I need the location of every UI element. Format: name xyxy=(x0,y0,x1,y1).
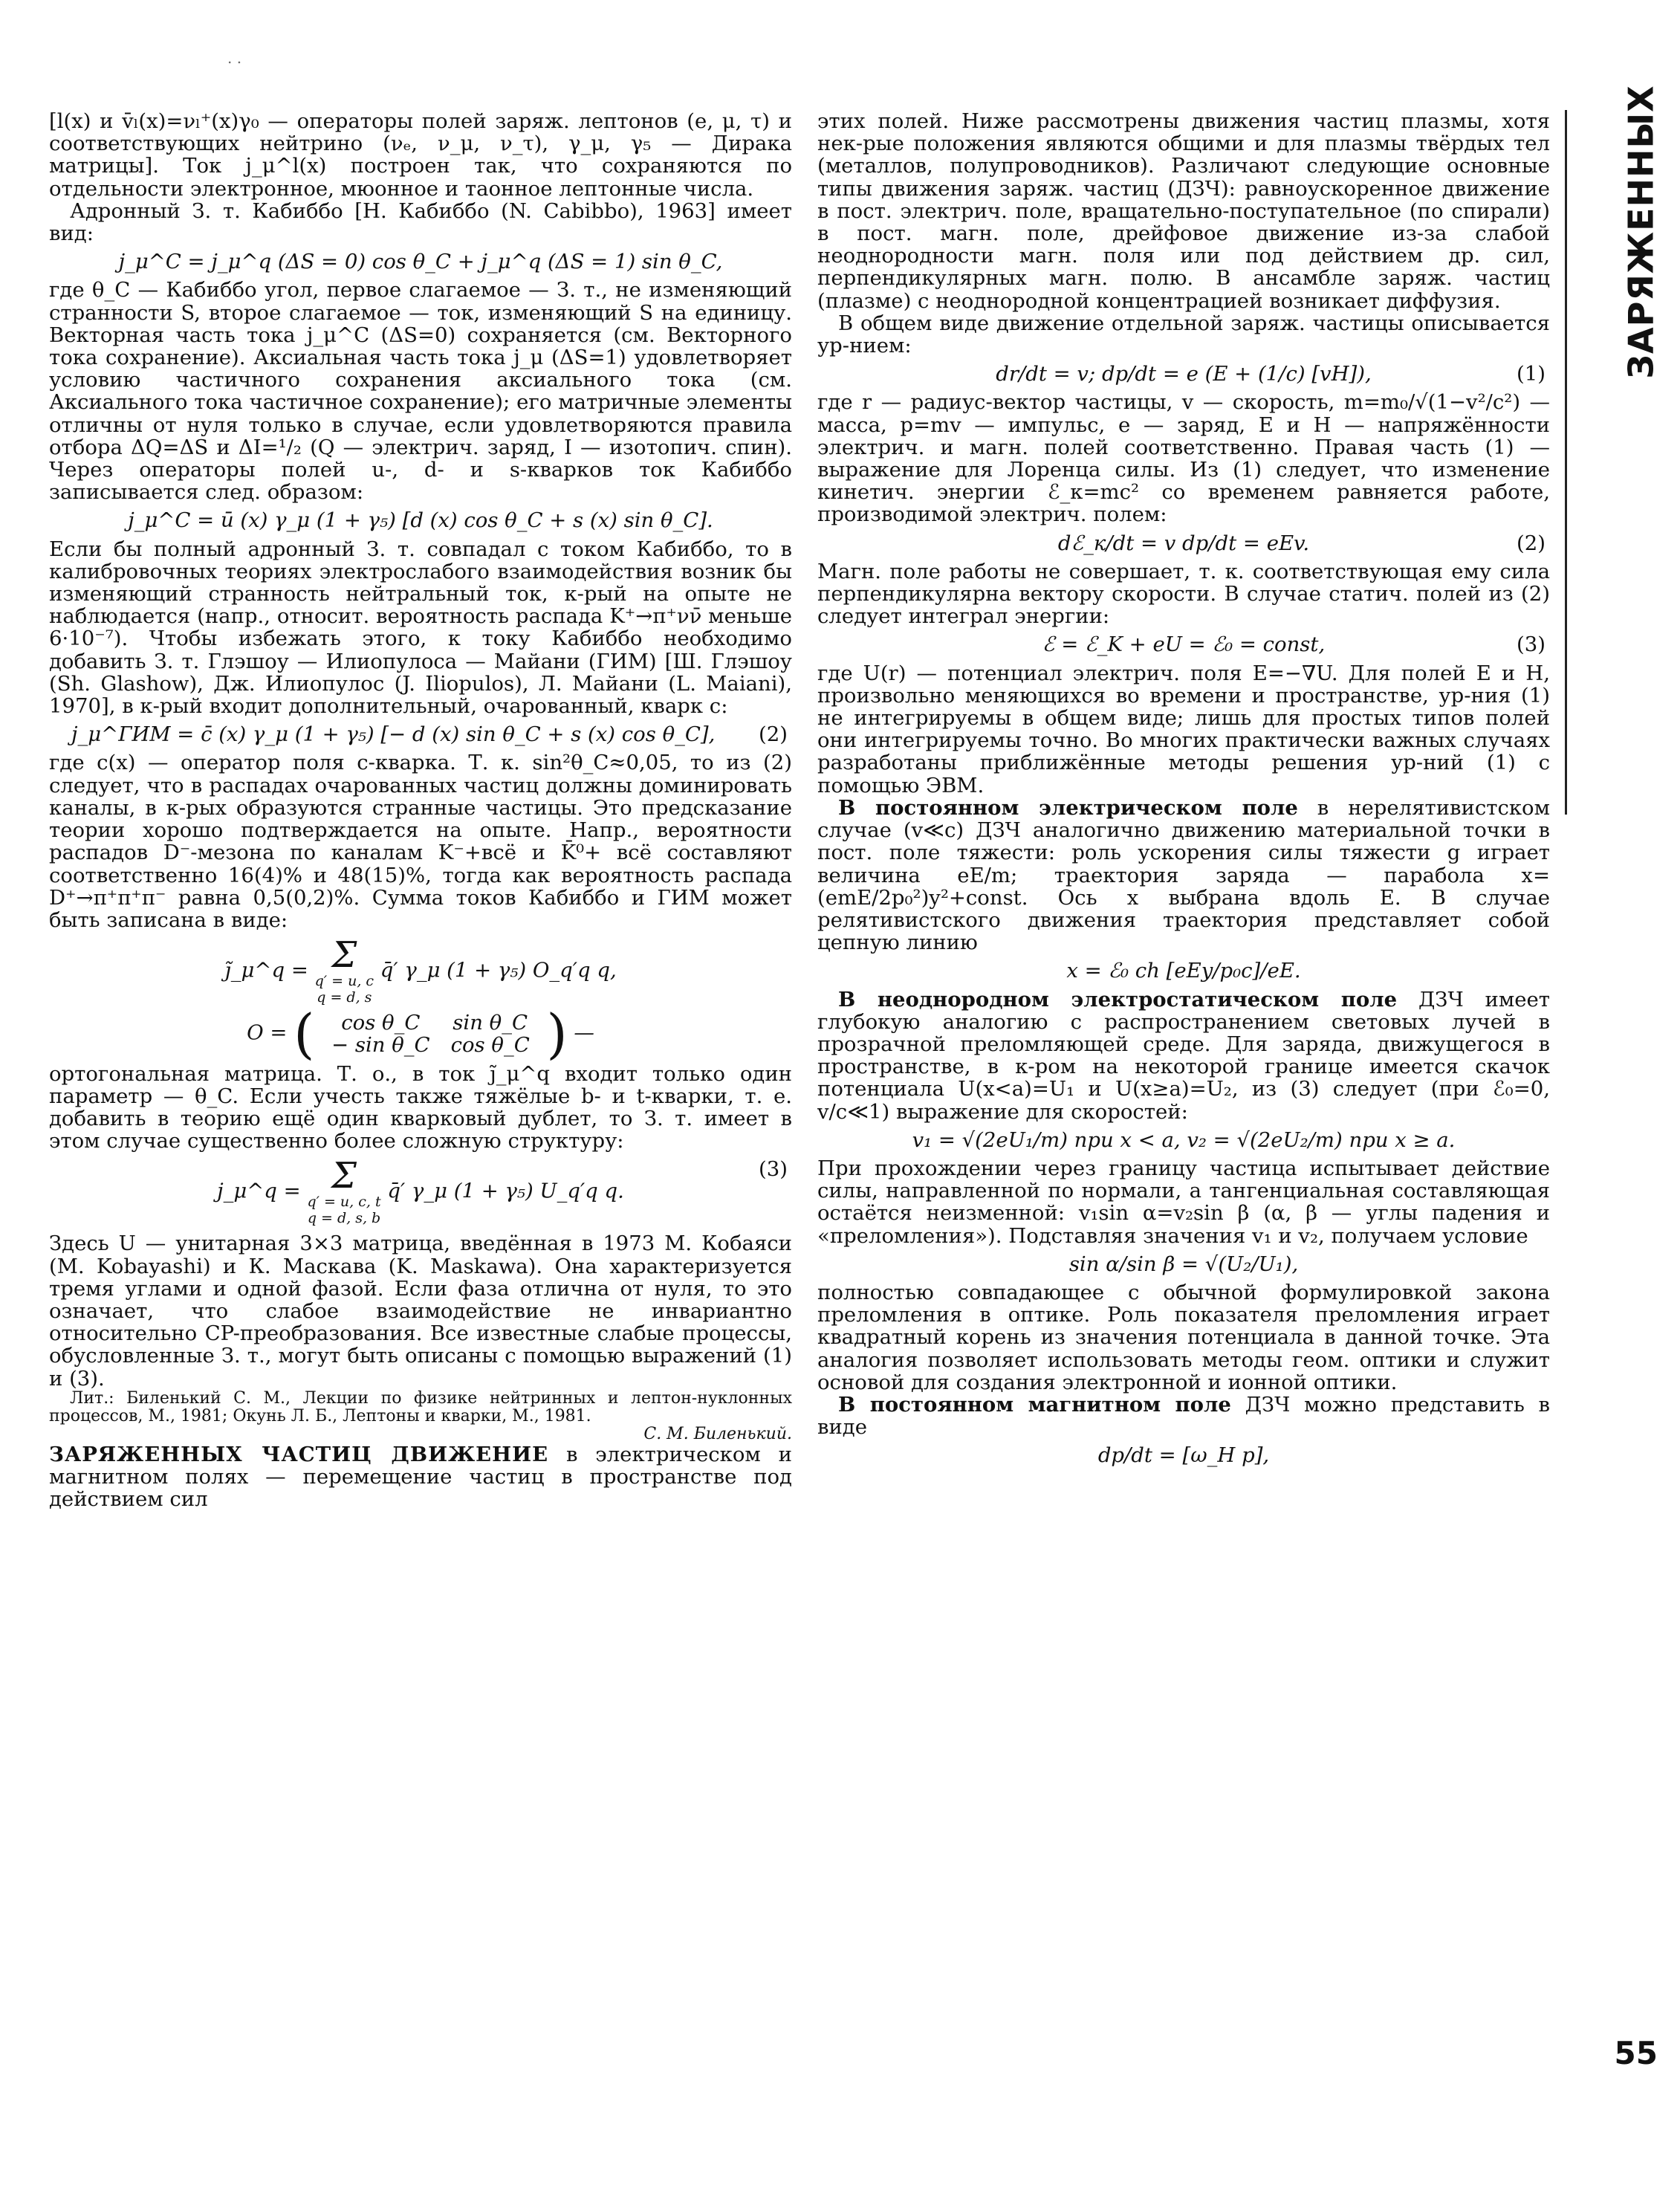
matrix-dash: — xyxy=(574,1020,594,1045)
formula-text: ℰ = ℰ_K + eU = ℰ₀ = const, xyxy=(1042,632,1326,657)
formula-text: dℰ_к/dt = v dp/dt = eEv. xyxy=(1057,531,1310,555)
formula-text: sin α/sin β = √(U₂/U₁), xyxy=(1068,1252,1299,1276)
matrix-cell: sin θ_C xyxy=(453,1011,528,1035)
paragraph-text: в нерелятивистском случае (v≪c) ДЗЧ аналогично движению материальной точки в пост. поле тяжести: роль ускорения силы тяжести g играет величина eE/m; траектория заряда — парабола x=(emE/2p₀²)y²+const. Ось x выбрана вдоль E. В случае релятивистского движения траектория представляет собой цепную линию xyxy=(817,795,1550,955)
page-mark: . . xyxy=(227,49,242,67)
paragraph: ортогональная матрица. Т. о., в ток j̃_μ^q входит только один параметр — θ_C. Если учесть также тяжёлые b- и t-кварки, т. е. добавить в теорию ещё один кварковый дублет, то З. т. имеет в этом случае существенно более сложную структуру: xyxy=(49,1061,792,1153)
paragraph: [l(x) и v̄ₗ(x)=νₗ⁺(x)γ₀ — операторы полей заряж. лептонов (e, μ, τ) и соответствующих нейтрино (νₑ, ν_μ, ν_τ), γ_μ, γ₅ — Дирака матрицы]. Ток j_μ^l(x) построен так, что сохраняются по отдельности электронное, мюонное и таонное лептонные числа. xyxy=(49,109,792,201)
paragraph-text: ДЗЧ имеет глубокую аналогию с распространением световых лучей в прозрачной преломляющей среде. Для заряда, движущегося в пространстве, в к-ром на некоторой границе имеется скачок потенциала U(x<a)=U₁ и U(x≥a)=U₂, из (3) следует (при ℰ₀=0, v/c≪1) выражение для скоростей: xyxy=(817,987,1550,1124)
left-column xyxy=(49,110,792,1510)
literature: Лит.: Биленький С. М., Лекции по физике нейтринных и лептон-нуклонных процессов, М., 1981; Окунь Л. Б., Лептоны и кварки, М., 1981. xyxy=(49,1388,792,1425)
formula xyxy=(817,1129,1550,1151)
paragraph: этих полей. Ниже рассмотрены движения частиц плазмы, хотя нек-рые положения являются общими и для плазмы твёрдых тел (металлов, полупроводников). Различают следующие основные типы движения заряж. частиц (ДЗЧ): равноускоренное движение в пост. электрич. поле, вращательно-поступательное (по спирали) в пост. магн. поле, дрейфовое движение из-за слабой неоднородности магн. поля или под действием др. сил, перпендикулярных магн. полю. В ансамбле заряж. частиц (плазме) с неоднородной концентрацией возникает диффузия. xyxy=(817,109,1550,313)
equation-number: (3) xyxy=(759,1157,788,1182)
paragraph: где θ_C — Кабиббо угол, первое слагаемое — З. т., не изменяющий странности S, второе слагаемое — ток, изменяющий S на единицу. Векторная часть тока j_μ^C (ΔS=0) сохраняется (см. Векторного тока сохранение). Аксиальная часть тока j_μ (ΔS=1) удовлетворяет условию частичного сохранения аксиального тока (см. Аксиального тока частичное сохранение); его матричные элементы отличны от нуля только в случае, если удовлетворяются правила отбора ΔQ=ΔS и ΔI=¹/₂ (Q — электрич. заряд, I — изотопич. спин). Через операторы полей u-, d- и s-кварков ток Кабиббо записывается след. образом: xyxy=(49,278,792,505)
formula-rhs: q̄′ γ_μ (1 + γ₅) O_q′q q, xyxy=(380,958,617,983)
matrix-cell: − sin θ_C xyxy=(331,1033,430,1058)
paragraph: Если бы полный адронный З. т. совпадал с током Кабиббо, то в калибровочных теориях электрослабого взаимодействия возник бы изменяющий странность нейтральный ток, к-рый на опыте не наблюдается (напр., относит. вероятность распада K⁺→π⁺νν̄ меньше 6·10⁻⁷). Чтобы избежать этого, к току Кабиббо необходимо добавить З. т. Глэшоу — Илиопулоса — Майани (ГИМ) [Ш. Глэшоу (Sh. Glashow), Дж. Илиопулос (J. Iliopulos), Л. Майани (L. Maiani), 1970], в к-рый входит дополнительный, очарованный, кварк c: xyxy=(49,537,792,719)
formula-sum xyxy=(49,934,792,1006)
formula xyxy=(49,723,792,745)
formula xyxy=(49,509,792,531)
equation-number: (3) xyxy=(1517,632,1546,657)
sum-limit: q′ = u, c xyxy=(314,973,374,990)
running-header xyxy=(1619,85,1664,379)
paragraph xyxy=(817,988,1550,1123)
sum-sign: Σ xyxy=(331,934,357,977)
paragraph: Здесь U — унитарная 3×3 матрица, введённая в 1973 М. Кобаяси (M. Kobayashi) и К. Маскава (K. Maskawa). Она характеризуется тремя углами и одной фазой. Если фаза отлична от нуля, то это означает, что слабое взаимодействие не инвариантно относительно CP-преобразования. Все известные слабые процессы, обусловленные З. т., могут быть описаны с помощью выражений (1) и (3). xyxy=(49,1232,792,1391)
matrix xyxy=(321,1012,540,1056)
equation-number: (1) xyxy=(1517,362,1546,386)
paragraph xyxy=(817,797,1550,954)
formula xyxy=(817,532,1550,554)
paragraph-text: ДЗЧ можно представить в виде xyxy=(817,1392,1551,1440)
formula-rhs: q̄′ γ_μ (1 + γ₅) U_q′q q. xyxy=(387,1179,624,1203)
sum-sign: Σ xyxy=(331,1155,357,1197)
formula-lhs: j̃_μ^q = xyxy=(224,958,308,983)
subheading: В постоянном магнитном поле xyxy=(838,1392,1231,1417)
formula xyxy=(817,633,1550,656)
matrix-cell: cos θ_C xyxy=(450,1033,530,1058)
sum-operator xyxy=(314,934,374,1006)
matrix-cell: cos θ_C xyxy=(341,1011,421,1035)
author-signature: С. М. Биленький. xyxy=(643,1424,792,1443)
formula-text: x = ℰ₀ ch [eEy/p₀c]/eE. xyxy=(1066,959,1301,983)
entry-start xyxy=(49,1443,792,1511)
subheading: В постоянном электрическом поле xyxy=(838,795,1298,820)
paragraph: где c(x) — оператор поля c-кварка. Т. к. sin²θ_C≈0,05, то из (2) следует, что в распадах очарованных частиц должны доминировать каналы, в к-рых образуются странные частицы. Это предсказание теории хорошо подтверждается на опыте. Напр., вероятности распадов D⁻-мезона по каналам K⁻+всё и K̄⁰+ всё составляют соответственно 16(4)% и 48(15)%, тогда как вероятность распада D⁺→π⁺π⁺π⁻ равна 0,5(0,2)%. Сумма токов Кабиббо и ГИМ может быть записана в виде: xyxy=(49,751,792,932)
formula xyxy=(817,959,1550,982)
paragraph: где U(r) — потенциал электрич. поля E=−∇U. Для полей E и H, произвольно меняющихся во времени и пространстве, ур-ния (1) не интегрируемы в общем виде; лишь для простых типов полей они интегрируемы точно. Во многих практически важных случаях разработаны приближённые методы решения ур-ний (1) с помощью ЭВМ. xyxy=(817,661,1550,797)
formula-sum xyxy=(49,1155,792,1227)
paragraph: полностью совпадающее с обычной формулировкой закона преломления в оптике. Роль показателя преломления играет квадратный корень из значения потенциала в данной точке. Эта аналогия позволяет использовать методы геом. оптики и служит основой для создания электронной и ионной оптики. xyxy=(817,1280,1550,1394)
formula-text: j_μ^C = j_μ^q (ΔS = 0) cos θ_C + j_μ^q (ΔS = 1) sin θ_C, xyxy=(118,250,723,274)
formula-text: dr/dt = v; dp/dt = e (E + (1/c) [vH]), xyxy=(996,362,1372,386)
formula xyxy=(817,363,1550,385)
sum-limit: q = d, s, b xyxy=(307,1210,381,1227)
paragraph xyxy=(817,1394,1550,1438)
sum-limit: q′ = u, c, t xyxy=(307,1194,381,1211)
formula xyxy=(49,250,792,273)
formula-text: j_μ^C = ū (x) γ_μ (1 + γ₅) [d (x) cos θ_C + s (x) sin θ_C]. xyxy=(128,508,713,533)
equation-number: (2) xyxy=(759,722,788,747)
subheading: В неоднородном электростатическом поле xyxy=(838,987,1398,1012)
formula-text: dp/dt = [ω_H p], xyxy=(1097,1443,1270,1468)
paragraph: Адронный З. т. Кабиббо [Н. Кабиббо (N. Cabibbo), 1963] имеет вид: xyxy=(49,198,792,246)
equation-number: (2) xyxy=(1517,531,1546,555)
sum-operator xyxy=(307,1155,381,1227)
right-column xyxy=(817,110,1550,1473)
formula-lhs: j_μ^q = xyxy=(217,1179,301,1203)
paragraph: В общем виде движение отдельной заряж. частицы описывается ур-нием: xyxy=(817,311,1550,358)
paragraph: При прохождении через границу частица испытывает действие силы, направленной по нормали, а тангенциальная составляющая остаётся неизменной: v₁sin α=v₂sin β (α, β — углы падения и «преломления»). Подставляя значения v₁ и v₂, получаем условие xyxy=(817,1156,1550,1248)
paragraph: Магн. поле работы не совершает, т. к. соответствующая ему сила перпендикулярна вектору скорости. В случае статич. полей из (2) следует интеграл энергии: xyxy=(817,559,1550,629)
matrix-bracket: ( xyxy=(293,1003,315,1066)
formula-text: j_μ^ГИМ = c̄ (x) γ_μ (1 + γ₅) [− d (x) sin θ_C + s (x) cos θ_C], xyxy=(71,722,716,747)
paragraph: где r — радиус-вектор частицы, v — скорость, m=m₀/√(1−v²/c²) — масса, p=mv — импульс, e — заряд, E и H — напряжённости электрич. и магн. полей соответственно. Правая часть (1) — выражение для Лоренца силы. Из (1) следует, что изменение кинетич. энергии ℰ_к=mc² со временем равняется работе, производимой электрич. полем: xyxy=(817,390,1550,527)
running-header-label: ЗАРЯЖЕННЫХ xyxy=(1621,85,1661,379)
matrix-lhs: O = xyxy=(247,1020,288,1045)
formula xyxy=(817,1253,1550,1275)
page-number: 55 xyxy=(1614,2035,1658,2071)
sum-limit: q = d, s xyxy=(317,989,372,1006)
matrix-bracket: ) xyxy=(546,1003,568,1066)
formula xyxy=(817,1444,1550,1466)
entry-definition: в электрическом и магнитном полях — перемещение частиц в пространстве под действием сил xyxy=(49,1442,792,1512)
running-header-rule xyxy=(1565,110,1567,815)
formula-text: v₁ = √(2eU₁/m) при x < a, v₂ = √(2eU₂/m) при x ≥ a. xyxy=(912,1127,1456,1152)
entry-heading: ЗАРЯЖЕННЫХ ЧАСТИЦ ДВИЖЕНИЕ xyxy=(49,1442,549,1466)
matrix-formula xyxy=(49,1003,792,1066)
